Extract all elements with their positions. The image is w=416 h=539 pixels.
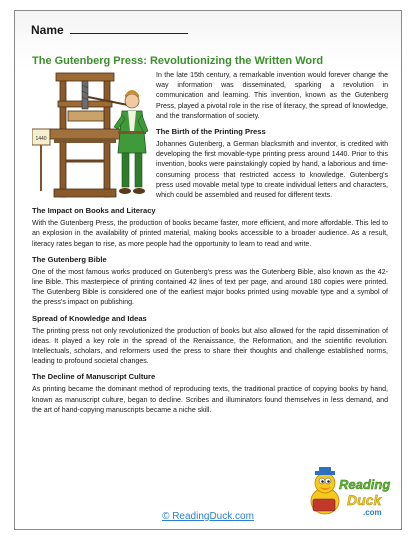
section-paragraph: As printing became the dominant method of reproducing texts, the traditional practice of copying books by hand, known as manuscript culture, began to decline. Scribes and illuminators found themselves in less demand, and the art of hand-copying manuscripts became a niche skill. <box>32 386 388 414</box>
gutenberg-press-icon <box>32 71 152 203</box>
article-body <box>32 71 388 421</box>
section-paragraph: Johannes Gutenberg, a German blacksmith and inventor, is credited with developing the first movable-type printing press around 1440. Prior to this invention, books were painstakingly copied by hand, a laborious and time-consuming process that restricted access to knowledge. Gutenberg's press used movable metal type to create individual letters and characters, which could be assembled and reused for different texts. <box>156 141 388 200</box>
logo-text-reading: Reading <box>339 477 391 492</box>
name-blank-line[interactable] <box>70 21 188 34</box>
section-paragraph: With the Gutenberg Press, the production of books became faster, more efficient, and more affordable. This led to an explosion in the availability of printed material, making books accessible to a broader audience. As a result, literacy rates began to rise, as more people had the opportunity to learn to read and write. <box>32 220 388 248</box>
article-title: The Gutenberg Press: Revolutionizing the Written Word <box>32 55 324 67</box>
readingduck-link[interactable]: © ReadingDuck.com <box>162 511 254 522</box>
name-label: Name <box>31 23 64 37</box>
section-heading: Spread of Knowledge and Ideas <box>32 313 147 323</box>
section-paragraph: One of the most famous works produced on Gutenberg's press was the Gutenberg Bible, also known as the 42-line Bible. This masterpiece of printing contained 42 lines of text per page, and around 180 copies were printed. The Gutenberg Bible is considered one of the earliest major books printed using movable type and a symbol of the press's impact on publishing. <box>32 268 388 307</box>
duck-icon <box>307 467 393 519</box>
section-heading: The Gutenberg Bible <box>32 254 107 264</box>
readingduck-logo <box>307 467 393 519</box>
worksheet-page <box>14 10 402 530</box>
section-paragraph: The printing press not only revolutionized the production of books but also allowed for the rapid dissemination of ideas. It played a key role in the spread of the Renaissance, the Reformation, and the scientific revolution. Intellectuals, scholars, and reformers used the press to share their thoughts and challenge established norms, leading to profound societal changes. <box>32 327 388 366</box>
section-heading: The Birth of the Printing Press <box>156 127 266 137</box>
name-row <box>31 21 188 37</box>
gutenberg-press-illustration <box>32 71 152 203</box>
logo-text-duck: Duck <box>347 492 382 508</box>
sign-year-text: 1440 <box>35 136 47 142</box>
section-heading: The Impact on Books and Literacy <box>32 206 156 216</box>
section-heading: The Decline of Manuscript Culture <box>32 372 156 382</box>
logo-text-com: .com <box>363 508 382 517</box>
intro-paragraph: In the late 15th century, a remarkable invention would forever change the way information was disseminated, sparking a revolution in communication and learning. This invention, known as the Gutenberg Press, played a pivotal role in the rise of literacy, the spread of knowledge, and the transformation of society. <box>156 72 388 120</box>
